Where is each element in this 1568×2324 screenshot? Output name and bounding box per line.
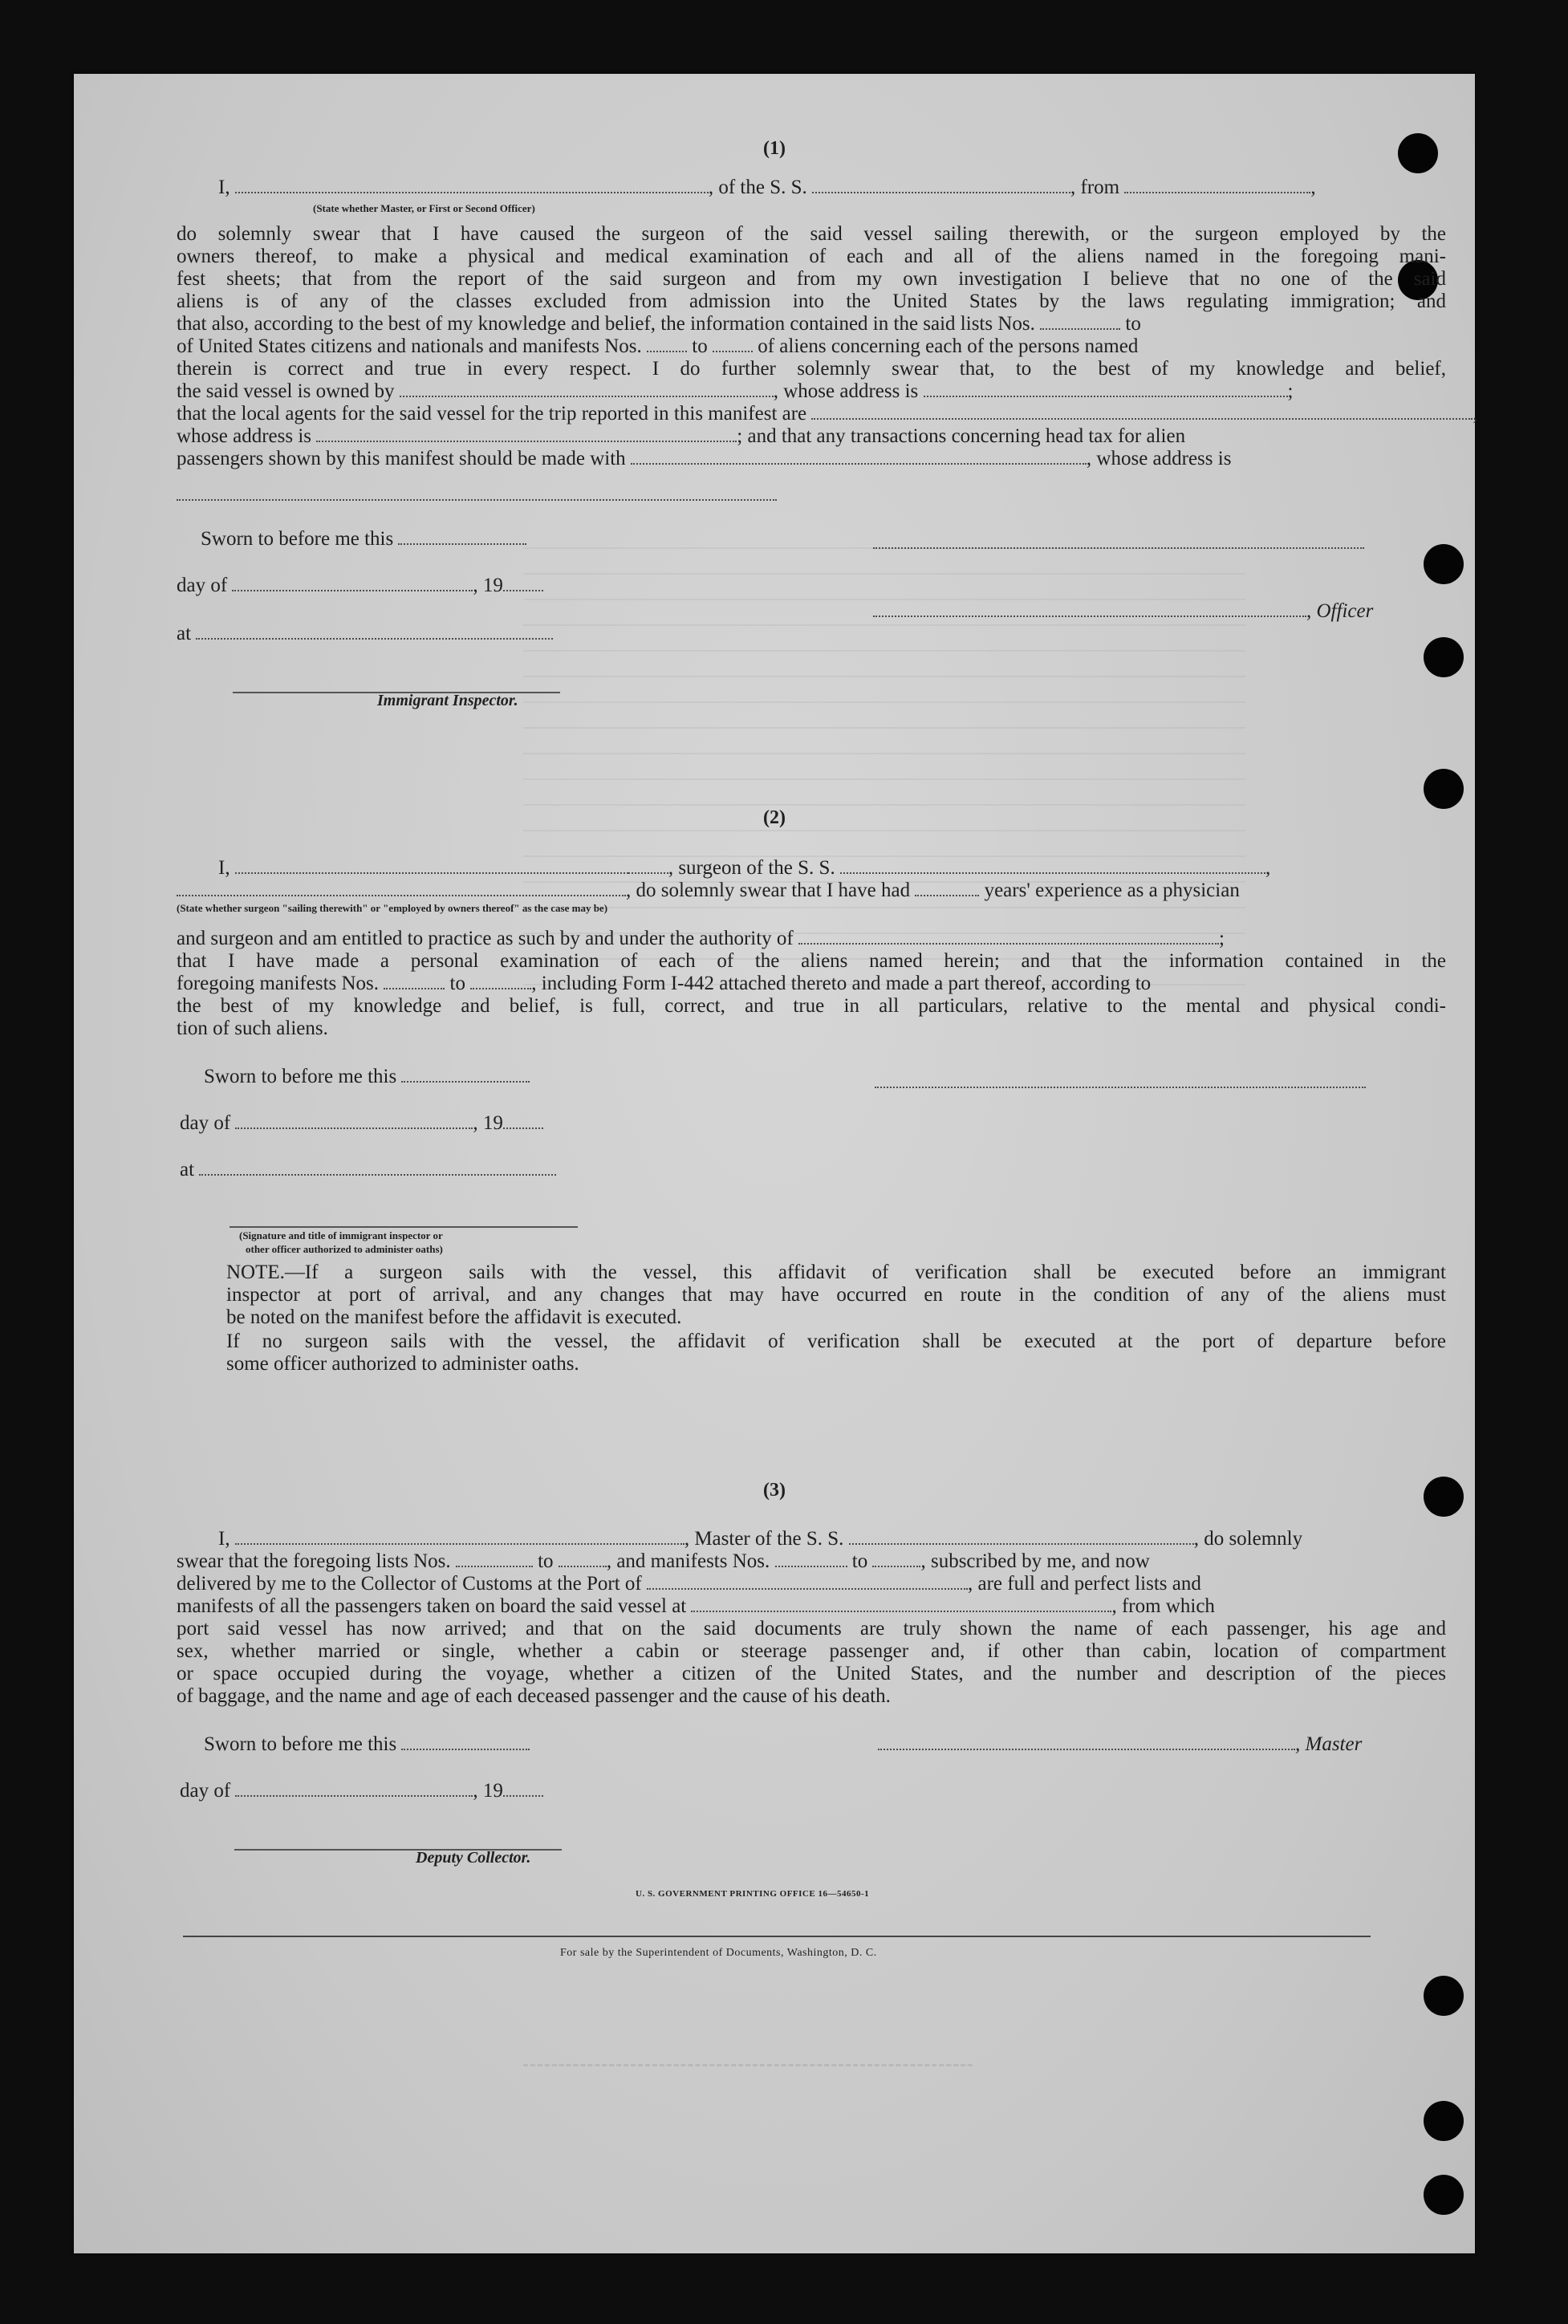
section-3-number: (3) <box>763 1480 786 1501</box>
s2-body-line-5: tion of such aliens. <box>177 1018 328 1039</box>
s1-body-line-8: the said vessel is owned by , whose address is ; <box>177 380 1294 402</box>
section-2-number: (2) <box>763 807 786 828</box>
s1-officer-hint: (State whether Master, or First or Second Officer) <box>313 202 535 214</box>
s2-note-5: some officer authorized to administer oaths. <box>226 1353 579 1375</box>
s2-body-line-4: the best of my knowledge and belief, is full, correct, and true in all particulars, relative to the mental and physical condi- <box>177 995 1446 1017</box>
sale-notice: For sale by the Superintendent of Documents, Washington, D. C. <box>560 1947 877 1959</box>
punch-hole <box>1424 544 1464 584</box>
manifest-page <box>74 74 1478 2253</box>
s2-signature-hint-2: other officer authorized to administer oaths) <box>246 1243 443 1255</box>
s1-body-line-1: do solemnly swear that I have caused the surgeon of the said vessel sailing therewith, or the surgeon employed by the <box>177 223 1446 245</box>
s1-body-line-7: therein is correct and true in every respect. I do further solemnly swear that, to the best of my knowledge and belief, <box>177 358 1446 380</box>
s1-address-continuation <box>177 499 777 501</box>
s1-body-line-3: fest sheets; that from the report of the said surgeon and from my own investigation I believe that no one of the said <box>177 268 1446 290</box>
handwritten-margin-mark <box>125 668 135 710</box>
s2-line-2: , do solemnly swear that I have had years' experience as a physician <box>177 880 1446 902</box>
s1-officer-sig: , Officer <box>873 600 1373 623</box>
s2-note-1: NOTE.—If a surgeon sails with the vessel, this affidavit of verification shall be executed before an immigrant <box>226 1262 1446 1283</box>
s1-body-line-2: owners thereof, to make a physical and medical examination of each and all of the aliens named in the foregoing mani- <box>177 246 1446 267</box>
s3-sworn: Sworn to before me this <box>204 1733 530 1756</box>
s1-sworn: Sworn to before me this <box>201 528 526 551</box>
punch-hole <box>1424 637 1464 677</box>
s3-body-line-4: of baggage, and the name and age of each deceased passenger and the cause of his death. <box>177 1685 891 1707</box>
s1-body-line-10: whose address is ; and that any transactions concerning head tax for alien <box>177 425 1186 447</box>
s1-inspector-label: Immigrant Inspector. <box>377 692 518 709</box>
footer-rule <box>183 1936 1371 1937</box>
s3-collector-label: Deputy Collector. <box>416 1849 531 1867</box>
s3-intro-line: I, , Master of the S. S. , do solemnly <box>218 1528 1303 1550</box>
s2-body-line-3: foregoing manifests Nos. to , including Form I-442 attached thereto and made a part thereof, according to <box>177 973 1152 994</box>
s1-body-line-11: passengers shown by this manifest should be made with , whose address is <box>177 448 1232 469</box>
s3-line-2: swear that the foregoing lists Nos. to , and manifests Nos. to , subscribed by me, and now <box>177 1550 1150 1572</box>
s1-body-line-9: that the local agents for the said vessel for the trip reported in this manifest are , <box>177 403 1478 425</box>
s3-body-line-2: sex, whether married or single, whether a cabin or steerage passenger and, if other than cabin, location of compartment <box>177 1640 1446 1662</box>
s2-surgeon-hint: (State whether surgeon "sailing therewith" or "employed by owners thereof" as the case may be) <box>177 902 608 914</box>
punch-hole <box>1424 2175 1464 2215</box>
s2-body-line-1: and surgeon and am entitled to practice as such by and under the authority of ; <box>177 928 1225 949</box>
stamp-mark <box>523 2024 973 2066</box>
s2-note-4: If no surgeon sails with the vessel, the affidavit of verification shall be executed at the port of departure before <box>226 1331 1446 1352</box>
s2-day-of: day of , 19 <box>180 1112 543 1135</box>
s2-inspector-signature-line <box>230 1226 578 1228</box>
s1-body-line-6: of United States citizens and nationals and manifests Nos. to of aliens concerning each of the persons named <box>177 335 1139 357</box>
s2-at: at <box>180 1159 556 1181</box>
s1-officer-signature-line-1 <box>873 547 1364 549</box>
gpo-imprint: U. S. GOVERNMENT PRINTING OFFICE 16—54650-1 <box>636 1889 870 1899</box>
s2-intro-line: I, , surgeon of the S. S. , <box>218 857 1271 879</box>
s3-day-of: day of , 19 <box>180 1780 543 1802</box>
s1-day-of: day of , 19 <box>177 575 543 597</box>
section-1-number: (1) <box>763 138 786 159</box>
s3-master-sig: , Master <box>878 1733 1362 1756</box>
s2-note-3: be noted on the manifest before the affidavit is executed. <box>226 1306 682 1328</box>
s1-body-line-5: that also, according to the best of my knowledge and belief, the information contained in the said lists Nos. to <box>177 313 1141 335</box>
s2-sworn: Sworn to before me this <box>204 1066 530 1088</box>
s2-note-2: inspector at port of arrival, and any changes that may have occurred en route in the condition of any of the aliens must <box>226 1284 1446 1306</box>
punch-hole <box>1424 1976 1464 2016</box>
s1-body-line-4: aliens is of any of the classes excluded from admission into the United States by the laws regulating immigration; and <box>177 290 1446 312</box>
s3-line-3: delivered by me to the Collector of Customs at the Port of , are full and perfect lists and <box>177 1573 1201 1595</box>
s3-body-line-1: port said vessel has now arrived; and that on the said documents are truly shown the name of each passenger, his age and <box>177 1618 1446 1639</box>
s2-body-line-2: that I have made a personal examination of each of the aliens named herein; and that the information contained in the <box>177 950 1446 972</box>
s1-at: at <box>177 623 553 645</box>
s2-surgeon-signature-line <box>875 1087 1366 1088</box>
s1-intro-line: I, , of the S. S. , from , <box>218 177 1316 198</box>
punch-hole <box>1424 769 1464 809</box>
s3-body-line-3: or space occupied during the voyage, whether a citizen of the United States, and the number and description of the pieces <box>177 1663 1446 1684</box>
punch-hole <box>1424 2101 1464 2141</box>
s3-line-4: manifests of all the passengers taken on board the said vessel at , from which <box>177 1595 1215 1617</box>
s2-signature-hint-1: (Signature and title of immigrant inspector or <box>239 1229 443 1241</box>
